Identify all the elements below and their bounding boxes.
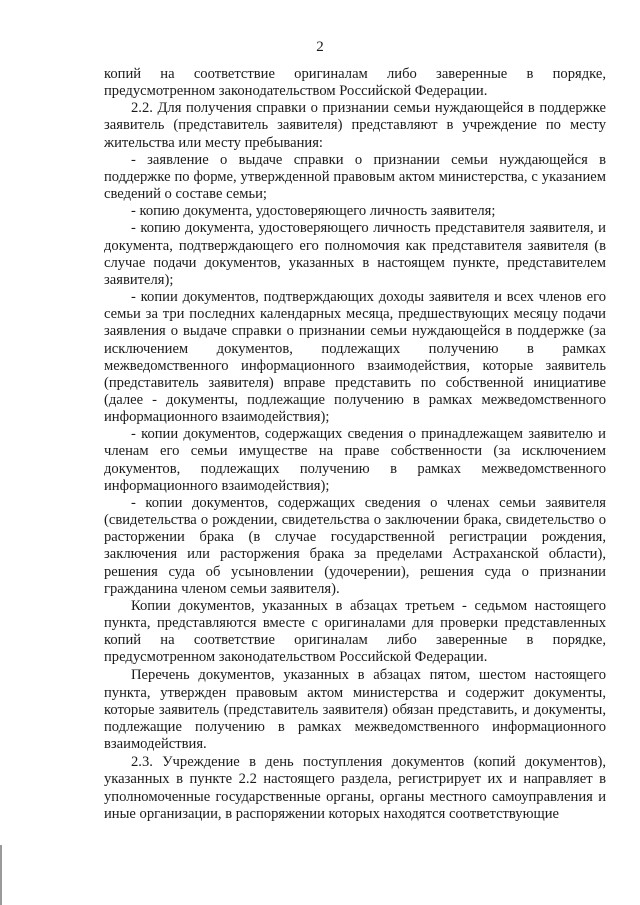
list-item-family-documents: - копии документов, содержащих сведения о членах семьи заявителя (свидетельства о рождении, свидетельства о заключении брака, свидетельство о расторжении брака (в случае государственной регистрации рождения, заключения или расторжения брака за пределами Астраханской области), решения суда об усыновлении (удочерении), решения суда о признании гражданина членом семьи заявителя). [104,494,606,597]
page-number: 2 [316,39,324,55]
paragraph-copies: Копии документов, указанных в абзацах третьем - седьмом настоящего пункта, представляются вместе с оригиналами для проверки представленных копий на соответствие оригиналам либо заверенные в порядке, предусмотренном законодательством Российской Федерации. [104,597,606,666]
list-item-application: - заявление о выдаче справки о признании семьи нуждающейся в поддержке по форме, утвержденной правовым актом министерства, с указанием сведений о составе семьи; [104,151,606,203]
paragraph-2-3: 2.3. Учреждение в день поступления документов (копий документов), указанных в пункте 2.2 настоящего раздела, регистрирует их и направляет в уполномоченные государственные органы, органы местного самоуправления и иные организации, в распоряжении которых находятся соответствующие [104,754,606,822]
list-item-property-documents: - копии документов, содержащих сведения о принадлежащем заявителю и членам его семьи имуществе на праве собственности (за исключением документов, подлежащих получению в рамках межведомственного информационного взаимодействия); [104,426,606,494]
paragraph-2-2: 2.2. Для получения справки о признании семьи нуждающейся в поддержке заявитель (представитель заявителя) представляют в учреждение по месту жительства или месту пребывания: [104,100,606,151]
paragraph-continuation: копий на соответствие оригиналам либо заверенные в порядке, предусмотренном законодательством Российской Федерации. [104,66,606,100]
list-item-income-documents: - копии документов, подтверждающих доходы заявителя и всех членов его семьи за три последних календарных месяца, предшествующих месяцу подачи заявления о выдаче справки о признании семьи нуждающейся в поддержке (за исключением документов, подлежащих получению в рамках межведомственного информационного взаимодействия, которые заявитель (представитель заявителя) вправе представить по собственной инициативе (далее - документы, подлежащие получению в рамках межведомственного информационного взаимодействия); [104,289,606,426]
document-body [104,66,606,823]
paragraph-document-list: Перечень документов, указанных в абзацах пятом, шестом настоящего пункта, утвержден правовым актом министерства и содержит документы, которые заявитель (представитель заявителя) обязан представить, и документы, подлежащие получению в рамках межведомственного информационного взаимодействия. [104,667,606,753]
scan-edge-mark [0,845,2,905]
list-item-applicant-id: - копию документа, удостоверяющего личность заявителя; [131,203,496,220]
list-item-representative-id: - копию документа, удостоверяющего личность представителя заявителя, и документа, подтверждающего его полномочия как представителя заявителя (в случае подачи документов, указанных в настоящем пункте, представителем заявителя); [104,220,606,288]
